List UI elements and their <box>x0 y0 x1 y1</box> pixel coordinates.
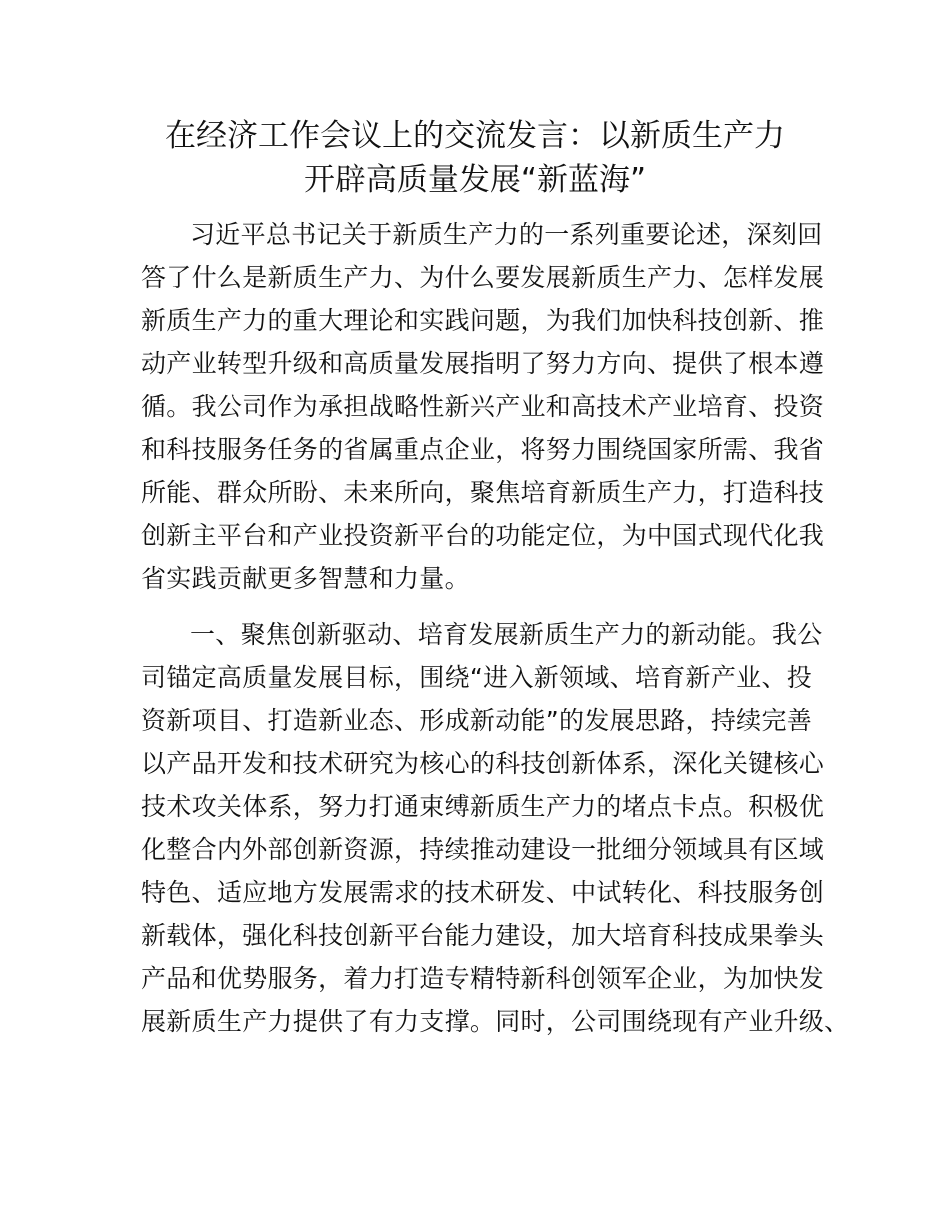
paragraph-line: 新载体，强化科技创新平台能力建设，加大培育科技成果拳头 <box>141 921 825 950</box>
paragraph-line: 所能、群众所盼、未来所向，聚焦培育新质生产力，打造科技 <box>141 478 825 507</box>
paragraph-line: 和科技服务任务的省属重点企业，将努力围绕国家所需、我省 <box>141 435 825 464</box>
paragraph-line: 技术攻关体系，努力打通束缚新质生产力的堵点卡点。积极优 <box>141 792 825 821</box>
paragraph-line: 以产品开发和技术研究为核心的科技创新体系，深化关键核心 <box>141 749 825 778</box>
paragraph-line: 习近平总书记关于新质生产力的一系列重要论述，深刻回 <box>190 220 823 249</box>
paragraph-line: 省实践贡献更多智慧和力量。 <box>141 564 470 593</box>
paragraph-line: 司锚定高质量发展目标，围绕“进入新领域、培育新产业、投 <box>141 663 813 692</box>
paragraph-line: 创新主平台和产业投资新平台的功能定位，为中国式现代化我 <box>141 521 825 550</box>
paragraph-line: 产品和优势服务，着力打造专精特新科创领军企业，为加快发 <box>141 964 825 993</box>
paragraph-line: 资新项目、打造新业态、形成新动能”的发展思路，持续完善 <box>141 706 813 735</box>
paragraph-line: 新质生产力的重大理论和实践问题，为我们加快科技创新、推 <box>141 306 825 335</box>
paragraph-line: 化整合内外部创新资源，持续推动建设一批细分领域具有区域 <box>141 835 825 864</box>
paragraph-line: 一、聚焦创新驱动、培育发展新质生产力的新动能。我公 <box>190 620 823 649</box>
paragraph-line: 循。我公司作为承担战略性新兴产业和高技术产业培育、投资 <box>141 392 825 421</box>
paragraph-line: 答了什么是新质生产力、为什么要发展新质生产力、怎样发展 <box>141 263 825 292</box>
document-title-line-1: 在经济工作会议上的交流发言：以新质生产力 <box>165 118 785 154</box>
paragraph-line: 展新质生产力提供了有力支撑。同时，公司围绕现有产业升级、 <box>141 1007 850 1036</box>
paragraph-line: 动产业转型升级和高质量发展指明了努力方向、提供了根本遵 <box>141 349 825 378</box>
paragraph-line: 特色、适应地方发展需求的技术研发、中试转化、科技服务创 <box>141 878 825 907</box>
document-title-line-2: 开辟高质量发展“新蓝海” <box>303 162 647 198</box>
